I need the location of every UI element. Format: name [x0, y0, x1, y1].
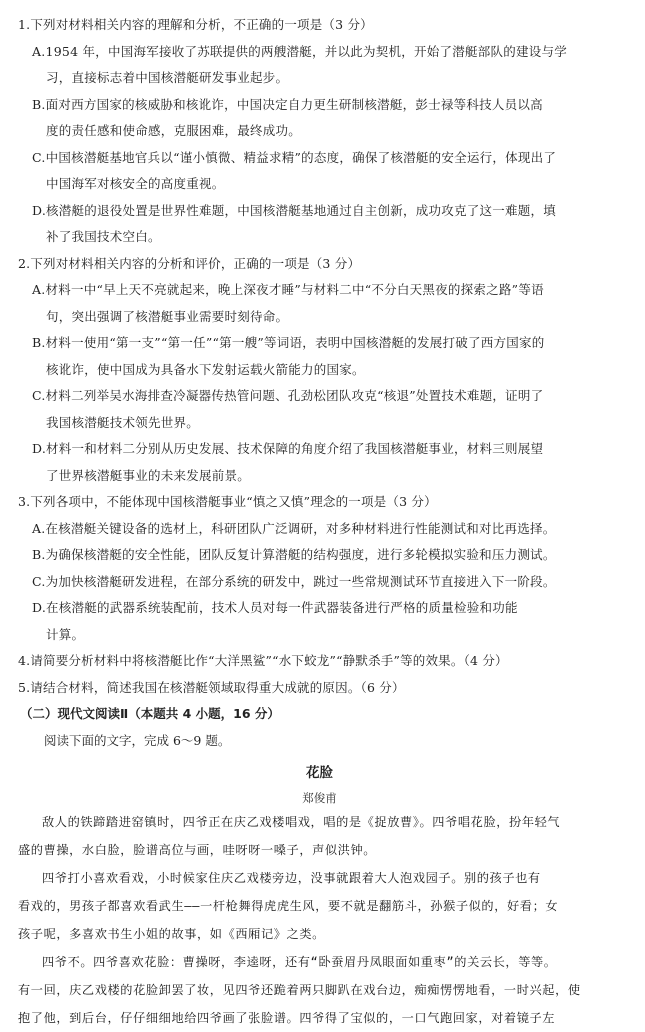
option-b [18, 92, 621, 145]
option-line: 度的责任感和使命感，克服困难，最终成功。 [46, 123, 302, 138]
option-c [18, 569, 621, 596]
question-4: 4.请简要分析材料中将核潜艇比作“大洋黑鲨”“水下蛟龙”“静默杀手”等的效果。（4 分） [18, 653, 508, 668]
option-a [18, 39, 621, 92]
option-d [18, 595, 621, 648]
section-heading: （二）现代文阅读Ⅱ（本题共 4 小题，16 分） [20, 706, 280, 721]
option-line: 习，直接标志着中国核潜艇研发事业起步。 [46, 70, 289, 85]
option-d [18, 436, 621, 489]
story-paragraph [18, 808, 621, 864]
option-c [18, 383, 621, 436]
paragraph-line: 孩子呢，多喜欢书生小姐的故事，如《西厢记》之类。 [18, 927, 325, 941]
paragraph-line: 四爷不。四爷喜欢花脸：曹操呀，李逵呀，还有“卧蚕眉丹凤眼面如重枣”的关云长，等等。 [42, 955, 557, 969]
question-stem: 2.下列对材料相关内容的分析和评价，正确的一项是（3 分） [18, 255, 361, 271]
option-line: A.在核潜艇关键设备的选材上，科研团队广泛调研，对多种材料进行性能测试和对比再选择。 [32, 520, 556, 536]
question-5: 5.请结合材料，简述我国在核潜艇领域取得重大成就的原因。（6 分） [18, 679, 405, 695]
question-3 [18, 489, 621, 648]
option-line: 我国核潜艇技术领先世界。 [46, 414, 200, 430]
option-a [18, 516, 621, 543]
option-line: 了世界核潜艇事业的未来发展前景。 [46, 467, 251, 483]
option-line: A.材料一中“早上天不亮就起来，晚上深夜才睡”与材料二中“不分白天黑夜的探索之路”等语 [32, 282, 544, 297]
paragraph-line: 敌人的铁蹄踏进窑镇时，四爷正在庆乙戏楼唱戏，唱的是《捉放曹》。四爷唱花脸，扮年轻气 [42, 815, 561, 829]
option-line: D.材料一和材料二分别从历史发展、技术保障的角度介绍了我国核潜艇事业，材料三则展望 [32, 441, 544, 456]
option-line: 补了我国技术空白。 [46, 229, 161, 244]
option-line: D.核潜艇的退役处置是世界性难题，中国核潜艇基地通过自主创新，成功攻克了这一难题，填 [32, 202, 557, 218]
story-paragraph [18, 948, 621, 1032]
story-title: 花脸 [306, 765, 333, 781]
paragraph-line: 抱了他，到后台，仔仔细细地给四爷画了张脸谱。四爷得了宝似的，一口气跑回家，对着镜子左 [18, 1011, 556, 1025]
option-line: D.在核潜艇的武器系统装配前，技术人员对每一件武器装备进行严格的质量检验和功能 [32, 600, 518, 615]
option-d [18, 198, 621, 251]
option-line: C.材料二列举吴水海排查冷凝器传热管问题、孔劲松团队攻克“核退”处置技术难题，证明了 [32, 388, 544, 403]
option-line: 句，突出强调了核潜艇事业需要时刻待命。 [46, 308, 289, 324]
question-1 [18, 12, 621, 251]
story-paragraph [18, 864, 621, 948]
option-b [18, 542, 621, 569]
option-b [18, 330, 621, 383]
paragraph-line: 看戏的，男孩子都喜欢看武生——一杆枪舞得虎虎生风，要不就是翻筋斗，孙猴子似的，好看；女 [18, 899, 559, 913]
reading-instructions: 阅读下面的文字，完成 6～9 题。 [44, 733, 231, 748]
paragraph-line: 四爷打小喜欢看戏，小时候家住庆乙戏楼旁边，没事就跟着大人泡戏园子。别的孩子也有 [42, 871, 541, 885]
option-line: 核讹诈，使中国成为具备水下发射运载火箭能力的国家。 [46, 361, 365, 377]
option-line: B.材料一使用“第一支”“第一任”“第一艘”等词语，表明中国核潜艇的发展打破了西方国家的 [32, 335, 545, 350]
option-line: 计算。 [46, 626, 85, 642]
option-line: C.中国核潜艇基地官兵以“谨小慎微、精益求精”的态度，确保了核潜艇的安全运行，体现出了 [32, 149, 557, 165]
paragraph-line: 盛的曹操，水白脸，脸谱高位与画，哇呀呀一嗓子，声似洪钟。 [18, 843, 377, 857]
option-line: B.面对西方国家的核威胁和核讹诈，中国决定自力更生研制核潜艇，彭士禄等科技人员以高 [32, 96, 543, 112]
option-line: 中国海军对核安全的高度重视。 [46, 176, 225, 191]
question-stem: 1.下列对材料相关内容的理解和分析，不正确的一项是（3 分） [18, 17, 373, 32]
question-stem: 3.下列各项中，不能体现中国核潜艇事业“慎之又慎”理念的一项是（3 分） [18, 494, 437, 509]
paragraph-line: 有一回，庆乙戏楼的花脸卸罢了妆，见四爷还跪着两只脚趴在戏台边，痴痴愣愣地看，一时兴起，使 [18, 983, 581, 997]
option-a [18, 277, 621, 330]
question-2 [18, 251, 621, 490]
option-line: B.为确保核潜艇的安全性能，团队反复计算潜艇的结构强度，进行多轮模拟实验和压力测试。 [32, 547, 556, 562]
option-line: A.1954 年，中国海军接收了苏联提供的两艘潜艇，并以此为契机，开始了潜艇部队的建设与学 [32, 43, 568, 59]
option-line: C.为加快核潜艇研发进程，在部分系统的研发中，跳过一些常规测试环节直接进入下一阶段。 [32, 573, 556, 589]
option-c [18, 145, 621, 198]
story-author: 郑俊甫 [302, 791, 337, 805]
